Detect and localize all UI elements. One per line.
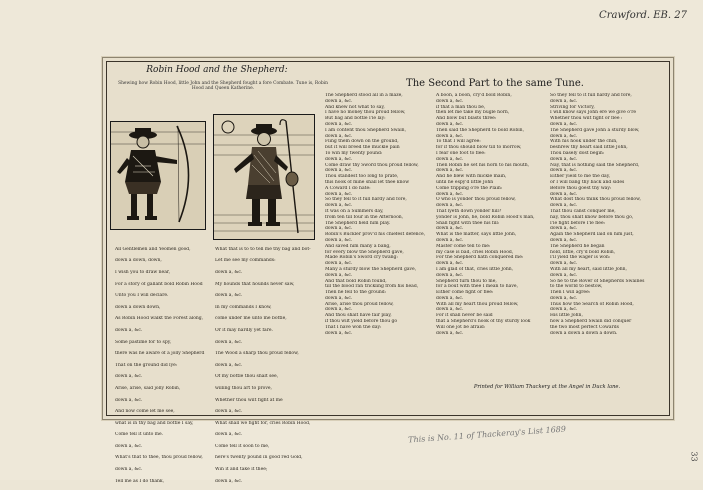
verse-line: until he espy'd little John xyxy=(436,179,494,185)
verse-line: down a, &c. xyxy=(550,156,578,162)
verse-line: But bag and bottle I'le lay: xyxy=(325,116,386,122)
verse-line: I'll yield the wager is won: xyxy=(550,255,611,261)
verse-line: That I have won the day: xyxy=(325,324,382,330)
verse-line: Come draw thy Sword thou proud fellow, xyxy=(325,162,419,168)
text-column-a xyxy=(115,241,215,490)
verse-line: It was on a Summers day, xyxy=(325,208,384,214)
verse-line: Nay, that is nothing said the Shepherd, xyxy=(550,162,640,168)
verse-line: That lyeth down yonder hill? xyxy=(436,208,502,214)
verse-line: how a Shepherd Swain did conquer xyxy=(550,319,632,325)
verse-line: I will know says John ere we give o're xyxy=(550,110,637,116)
verse-line: down a, &c. xyxy=(215,293,243,299)
verse-line: down a, &c. xyxy=(115,443,143,449)
verse-line: Striving for Victory, xyxy=(550,104,595,110)
verse-line: down a, &c. xyxy=(325,261,353,267)
verse-line: And he blew with mickle main, xyxy=(436,174,507,180)
verse-line: down a, &c. xyxy=(550,191,578,197)
verse-line: Or it may hardly yet fare. xyxy=(215,327,273,333)
verse-line: That on the ground did lye: xyxy=(115,362,178,368)
verse-line: I am glad of that, cries little John, xyxy=(436,266,514,272)
verse-line: down a, &c. xyxy=(436,272,464,278)
verse-line: Whether thou wilt fight or flee : xyxy=(550,116,623,122)
verse-line: down a down, down, xyxy=(115,258,162,264)
verse-line: down a, &c. xyxy=(436,203,464,209)
verse-line: down a, &c. xyxy=(550,272,578,278)
verse-line: down a, &c. xyxy=(325,237,353,243)
verse-line: down a, &c. xyxy=(436,168,464,174)
verse-line: Come tell it unto me. xyxy=(115,432,164,438)
text-column-d xyxy=(436,93,540,336)
verse-line: Thou basely dost begin: xyxy=(550,150,605,156)
verse-line: down a, &c. xyxy=(436,330,464,336)
verse-line: come under me unto me bottle, xyxy=(215,316,287,322)
verse-line: What dost thou think thou proud fellow, xyxy=(550,197,641,203)
verse-line: Robin's Buckler prov'd his chiefest defence, xyxy=(325,232,426,238)
verse-line: down a, &c. xyxy=(550,203,578,209)
verse-line: The Shepherd he began xyxy=(550,243,605,249)
verse-line: Thou standest too long to prate, xyxy=(325,174,399,180)
verse-line: down a, &c. xyxy=(325,98,353,104)
verse-line: That thou canst conquer me, xyxy=(550,208,616,214)
verse-line: down a, &c. xyxy=(436,156,464,162)
verse-line: And saved him many a bang, xyxy=(325,243,391,249)
verse-line: down a, &c. xyxy=(550,307,578,313)
verse-line: down a, &c. xyxy=(436,121,464,127)
woodcut-shepherd-image xyxy=(213,114,315,240)
catalog-number: Crawford. EB. 27 xyxy=(599,10,687,21)
verse-line: down a, &c. xyxy=(550,261,578,267)
verse-line: what is in thy bag and bottle I say, xyxy=(115,420,194,426)
verse-line: hold, little, cry'd bold Robin, xyxy=(550,249,616,255)
verse-line: Of my bottle thou shalt see, xyxy=(215,374,279,380)
verse-line: down a, &c. xyxy=(215,432,243,438)
verse-line: down a, &c. xyxy=(325,168,353,174)
verse-line: So they fell to it full hardy and fore, xyxy=(550,93,632,98)
verse-line: down a, &c. xyxy=(436,98,464,104)
verse-line: As Robin Hood walkt the Forest along, xyxy=(115,316,204,322)
verse-line: Master come tell to me: xyxy=(436,243,491,249)
verse-line: What's that to thee, thou proud fellow, xyxy=(115,455,203,461)
ballad-title xyxy=(117,65,317,75)
verse-line: down a, &c. xyxy=(436,237,464,243)
verse-line: Let me see my commands: xyxy=(215,258,276,264)
verse-line: O who is yonder thou proud fellow, xyxy=(436,197,516,203)
verse-line: In my commands I know, xyxy=(215,304,272,310)
pencil-annotation: This is No. 11 of Thackeray's List 1689 xyxy=(407,424,567,445)
verse-line: down a, &c. xyxy=(436,307,464,313)
verse-line: Come tell it soon to me, xyxy=(215,443,270,449)
verse-line: Again the Shepherd laid on him just, xyxy=(550,232,634,238)
verse-line: down a, &c. xyxy=(550,226,578,232)
verse-line: Will one jot be afraid: xyxy=(436,324,486,330)
verse-line: So he to the Rover of Shepherds Swaines xyxy=(550,278,645,284)
verse-line: down a, &c. xyxy=(550,237,578,243)
verse-line: down a, &c. xyxy=(215,478,243,484)
verse-line: down a, &c. xyxy=(325,307,353,313)
verse-line: Tell me as I do thank, xyxy=(115,478,165,484)
second-part-title: The Second Part to the same Tune. xyxy=(406,78,584,89)
verse-line: down a, &c. xyxy=(436,261,464,267)
verse-line: down a, &c. xyxy=(325,191,353,197)
text-column-e xyxy=(550,93,662,336)
verse-line: His little John, xyxy=(550,313,583,319)
verse-line: down a, &c. xyxy=(325,272,353,278)
verse-line: Then I will agree: xyxy=(550,290,591,296)
verse-line: What that is to to tell me thy bag and bot- xyxy=(215,246,311,252)
text-column-b xyxy=(215,241,319,490)
verse-line: For the Shepherd hath conquered me: xyxy=(436,255,524,261)
verse-line: With all my heart, said little John, xyxy=(550,266,627,272)
verse-line: down a, &c. xyxy=(115,397,143,403)
verse-line: Shepherd turn thou to me, xyxy=(436,278,497,284)
verse-line: And thou shalt have fair play, xyxy=(325,313,392,319)
verse-line: down a, &c. xyxy=(215,269,243,275)
text-column-c xyxy=(325,93,429,336)
verse-line: but it will breed the muckle pain xyxy=(325,145,400,151)
verse-line: down a, &c. xyxy=(325,295,353,301)
verse-line: beshrew thy heart said little John, xyxy=(550,145,628,151)
verse-line: The Wood a sharp thou proud fellow, xyxy=(215,351,299,357)
verse-line: here's twenty pound in good red Gold, xyxy=(215,455,303,461)
verse-line: I'le fight before I'le flee: xyxy=(550,220,606,226)
verse-line: Either come fight or flee: xyxy=(436,290,494,296)
verse-line: A boon, a boon, cry'd bold Robin, xyxy=(436,93,512,98)
verse-line: And that bold Robin found, xyxy=(325,278,387,284)
verse-line: My hounds that hounds never saw, xyxy=(215,281,295,287)
verse-line: that a Shepherd's hook of thy sturdy look xyxy=(436,319,531,325)
verse-line: And blow but blasts three: xyxy=(436,116,497,122)
verse-line: Before thou goest thy way: xyxy=(550,185,612,191)
verse-line: With all my heart thou proud fellow, xyxy=(436,301,519,307)
verse-line: or I will bang thy back and sides xyxy=(550,179,625,185)
verse-line: for if thou should blow till to morrow, xyxy=(436,145,522,151)
verse-line: Then he fell to the ground: xyxy=(325,290,387,296)
verse-line: The Shepherd held him play. xyxy=(325,220,391,226)
verse-line: for every blow the Shepherd gave, xyxy=(325,249,404,255)
verse-line: Unto you I will declare. xyxy=(115,293,169,299)
verse-line: down a down a down a down. xyxy=(550,330,618,336)
verse-line: down a down down, xyxy=(115,304,161,310)
verse-line: The Shepherd stood all in a maze, xyxy=(325,93,403,98)
verse-line: down a, &c. xyxy=(115,327,143,333)
verse-line: for a bout with thee I mean to have, xyxy=(436,284,519,290)
verse-line: For a story of gallant bold Robin Hood xyxy=(115,281,203,287)
page-number: 33 xyxy=(689,451,699,462)
verse-line: To win my twenty pound: xyxy=(325,150,383,156)
verse-line: All Gentlemen and Yeomen good, xyxy=(115,246,191,252)
verse-line: down a, &c. xyxy=(115,467,143,473)
verse-line: down a, &c. xyxy=(325,330,353,336)
verse-line: down a, &c. xyxy=(436,133,464,139)
verse-line: Shall fight with thee his fill: xyxy=(436,220,500,226)
verse-line: down a, &c. xyxy=(325,203,353,209)
verse-line: And now come let me see, xyxy=(115,409,175,415)
verse-line: And knew not what to say, xyxy=(325,104,385,110)
verse-line: Then said the Shepherd to bold Robin, xyxy=(436,127,525,133)
verse-line: down a, &c. xyxy=(115,374,143,380)
ballad-subtitle: Shewing how Robin Hood, little John and the Shepherd fought a fore Combate. Tune is, Robin Hood and Queen Katherine. xyxy=(118,81,328,92)
verse-line: then let me take my bugle horn, xyxy=(436,110,510,116)
ballad-title-text: Robin Hood and the Shepherd: xyxy=(146,65,288,75)
verse-line: down a, &c. xyxy=(215,409,243,415)
verse-line: To that I will agree: xyxy=(436,139,481,145)
verse-line: down a, &c. xyxy=(325,156,353,162)
verse-line: my case is bad, cries Robin Hood, xyxy=(436,249,514,255)
verse-line: from ten till four in the Afternoon, xyxy=(325,214,404,220)
verse-line: if thou wilt yield before thou go xyxy=(325,319,398,325)
verse-line: the two most perfect Cowards xyxy=(550,324,619,330)
verse-line: What is the matter, says little John, xyxy=(436,232,517,238)
verse-line: So they fell to it full hardy and fore, xyxy=(325,197,407,203)
verse-line: nay, thou shalt know before thou go, xyxy=(550,214,634,220)
verse-line: down a, &c. xyxy=(215,339,243,345)
imprint-line: Printed for William Thackery at the Angel in Duck lane. xyxy=(473,384,621,390)
verse-line: Many a sturdy blow the Shepherd gave, xyxy=(325,266,417,272)
verse-line: yonder is John, he, bold Robin Hood's man, xyxy=(436,214,535,220)
woodcut-archer-image xyxy=(110,121,206,230)
verse-line: till the blood ran trickling from his head, xyxy=(325,284,419,290)
verse-line: A Coward I do hate: xyxy=(325,185,371,191)
verse-line: Come tripping o're the Plain: xyxy=(436,185,503,191)
verse-line: The Shepherd gave John a sturdy blow, xyxy=(550,127,640,133)
verse-line: Win it and take it thee; xyxy=(215,467,268,473)
verse-line: down a, &c. xyxy=(436,226,464,232)
verse-line: I fear one foot to flee: xyxy=(436,150,486,156)
verse-line: With his hook under the chin, xyxy=(550,139,618,145)
verse-line: Fling them down on the ground, xyxy=(325,139,399,145)
verse-line: to the world to bestow, xyxy=(550,284,603,290)
verse-line: What shall we fight for, cries Robin Hood, xyxy=(215,420,311,426)
verse-line: down a, &c. xyxy=(550,295,578,301)
verse-line: down a, &c. xyxy=(550,133,578,139)
verse-line: down a, &c. xyxy=(325,121,353,127)
verse-line: I have no money thou proud fellow, xyxy=(325,110,406,116)
verse-line: if that a man thou be, xyxy=(436,104,486,110)
verse-line: down a, &c. xyxy=(436,295,464,301)
verse-line: there was he aware of a jolly Shepherd xyxy=(115,351,205,357)
verse-line: I wish you to draw near, xyxy=(115,269,170,275)
verse-line: Then Robin he set his horn to his mouth, xyxy=(436,162,530,168)
verse-line: Arise, arise, said jolly Robin, xyxy=(115,385,181,391)
verse-line: Some pastime for to spy, xyxy=(115,339,172,345)
verse-line: this hook of mine shall let thee know xyxy=(325,179,410,185)
verse-line: down a, &c. xyxy=(325,133,353,139)
verse-line: down a, &c. xyxy=(550,168,578,174)
verse-line: down a, &c. xyxy=(436,191,464,197)
verse-line: down a, &c. xyxy=(325,226,353,232)
verse-line: I am content thou Shepherd Swain, xyxy=(325,127,407,133)
verse-line: Whether thou wilt fight at me xyxy=(215,397,283,403)
verse-line: down a, &c. xyxy=(550,98,578,104)
verse-line: For it shall never be said xyxy=(436,313,493,319)
verse-line: Made Robin's Sword cry twang: xyxy=(325,255,398,261)
verse-line: Arise, arise thou proud fellow, xyxy=(325,301,394,307)
verse-line: Thus how the Search of Robin Hood, xyxy=(550,301,634,307)
verse-line: down a, &c. xyxy=(550,121,578,127)
verse-line: willing thou art to prove, xyxy=(215,385,272,391)
verse-line: Either yield to me the day, xyxy=(550,174,611,180)
verse-line: down a, &c. xyxy=(215,362,243,368)
